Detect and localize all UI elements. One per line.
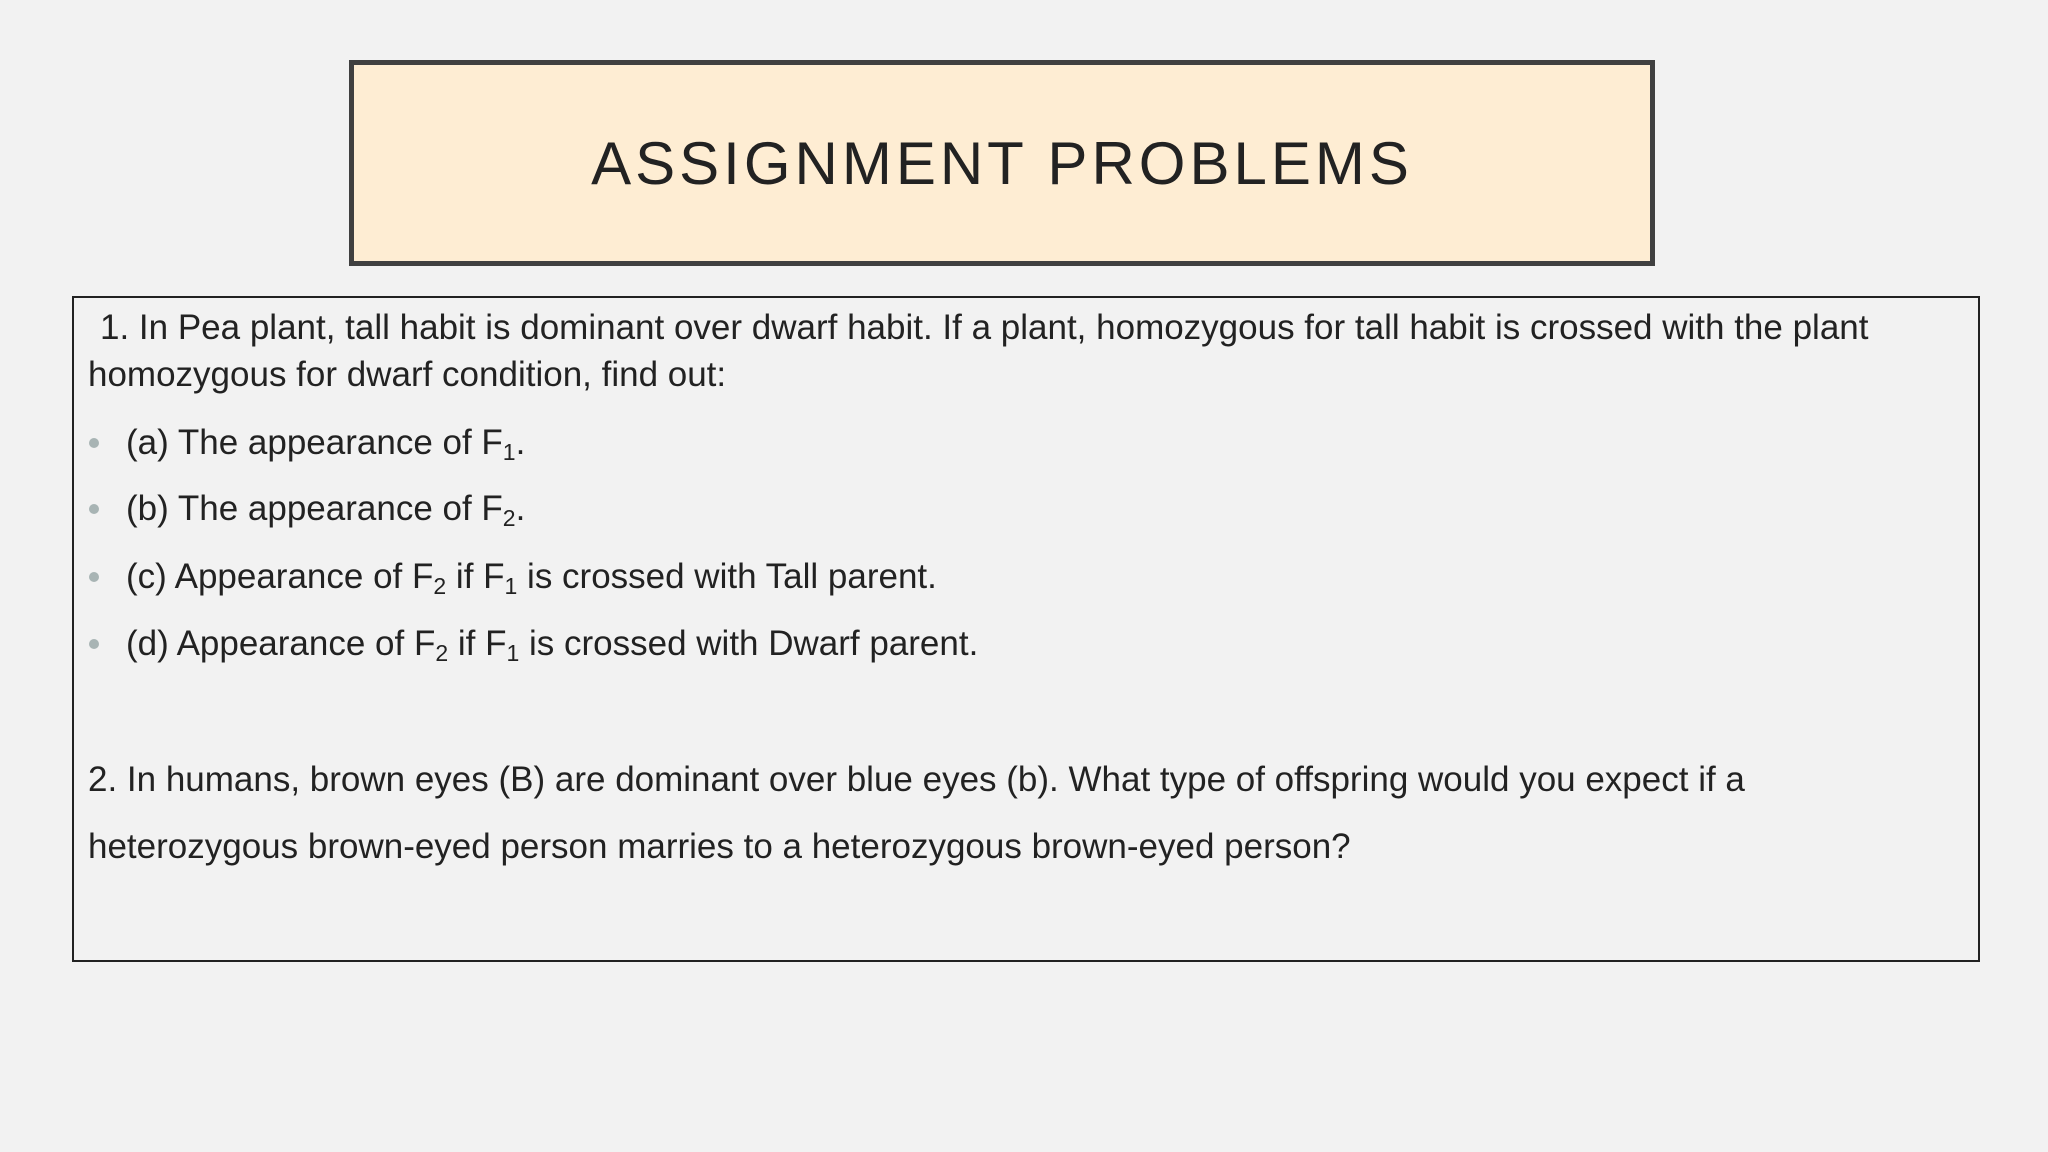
slide-title: ASSIGNMENT PROBLEMS xyxy=(591,129,1413,197)
bullet-icon xyxy=(89,572,99,582)
problem-1-line-2: homozygous for dwarf condition, find out: xyxy=(88,355,727,394)
list-item-c: (c) Appearance of $F_2$ if $F_1$ is crossed with Tall parent. xyxy=(126,557,937,599)
title-box xyxy=(349,60,1655,266)
bullet-icon xyxy=(89,504,99,514)
list-item-a: (a) The appearance of $F_1$. xyxy=(126,423,526,465)
bullet-icon xyxy=(89,438,99,448)
problem-1-line-1: 1. In Pea plant, tall habit is dominant over dwarf habit. If a plant, homozygous for tall habit is crossed with the plant xyxy=(100,308,1869,347)
list-item-b: (b) The appearance of $F_2$. xyxy=(126,489,526,531)
problem-2-line-1: 2. In humans, brown eyes (B) are dominant over blue eyes (b). What type of offspring would you expect if a xyxy=(88,760,1745,799)
problem-2-line-2: heterozygous brown-eyed person marries to a heterozygous brown-eyed person? xyxy=(88,827,1351,866)
list-item-d: (d) Appearance of $F_2$ if $F_1$ is crossed with Dwarf parent. xyxy=(126,624,979,666)
bullet-icon xyxy=(89,639,99,649)
